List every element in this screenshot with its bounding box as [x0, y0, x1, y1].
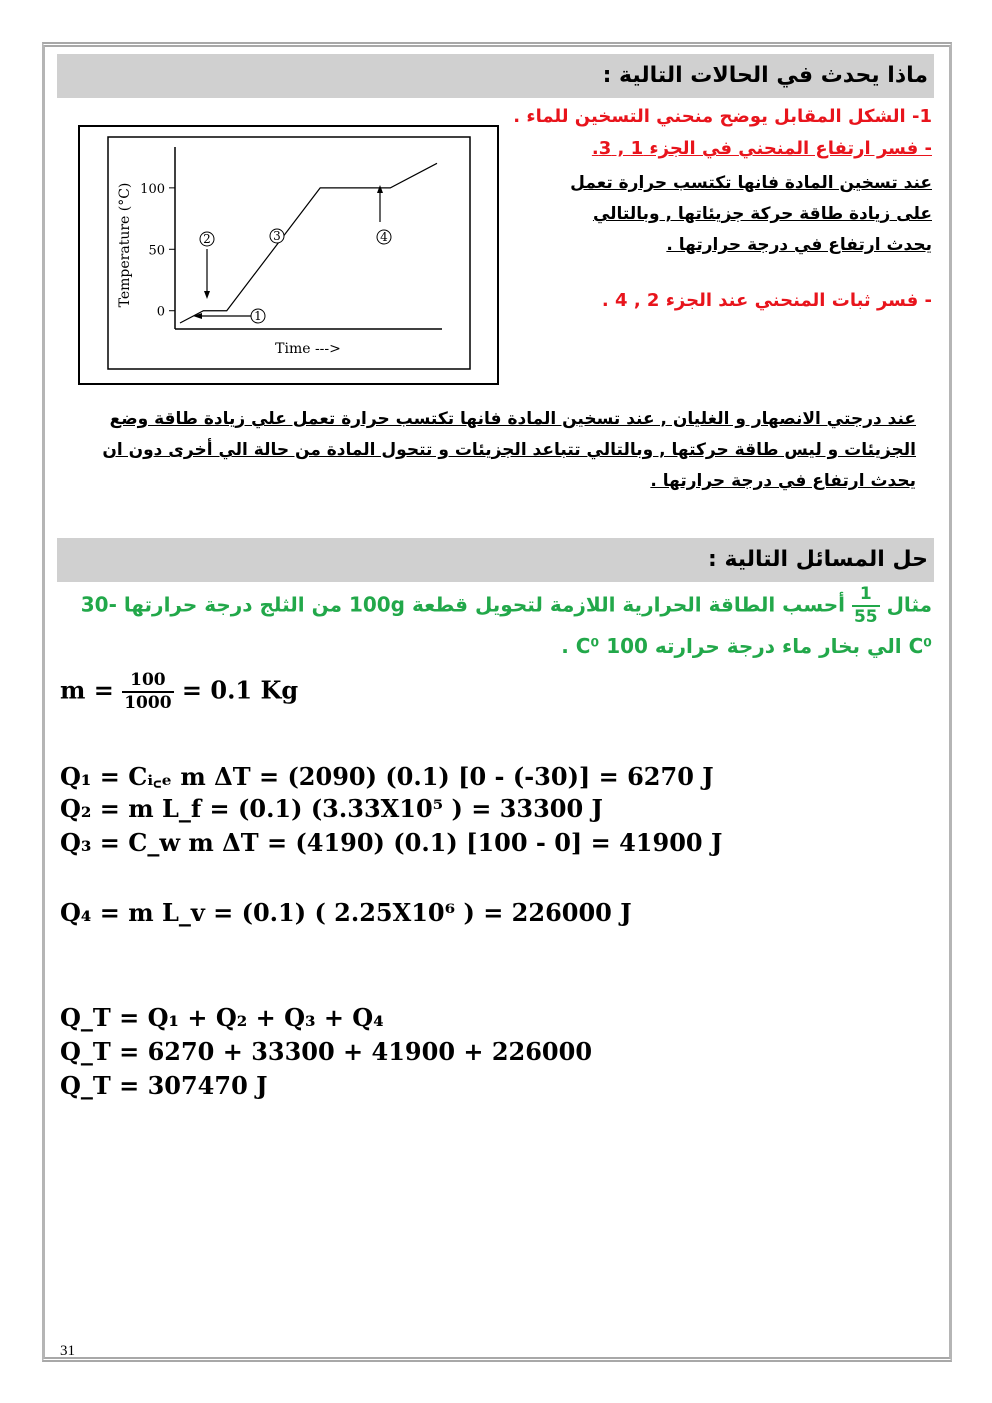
question-1-part-b: - فسر ثبات المنحني عند الجزء 2 , 4 .: [601, 290, 932, 311]
q2-equation: Q₂ = m L_f = (0.1) (3.33X10⁵ ) = 33300 J: [60, 794, 603, 823]
y-tick-label: 50: [148, 243, 165, 259]
y-tick-label: 0: [156, 304, 165, 320]
marker-2: 2: [203, 232, 211, 246]
y-tick-label: 100: [140, 181, 165, 197]
arrow-4-head: [377, 185, 383, 193]
section-heading-cases: ماذا يحدث في الحالات التالية :: [57, 54, 934, 98]
marker-4: 4: [380, 230, 388, 244]
x-axis-label: Time --->: [275, 341, 341, 357]
heating-curve-figure: [78, 125, 499, 385]
arrow-2-head: [204, 291, 210, 299]
example-label: مثال: [886, 592, 932, 617]
example-text-line2: C⁰ الي بخار ماء درجة حرارته 100 C⁰ .: [561, 634, 932, 658]
heating-curve-line: [180, 163, 437, 323]
qt-result-equation: Q_T = 307470 J: [60, 1071, 268, 1100]
section-heading-problems: حل المسائل التالية :: [57, 538, 934, 582]
page-number: 31: [60, 1343, 75, 1359]
answer-1-part-b: عند درجتي الانصهار و الغليان , عند تسخين المادة فانها تكتسب حرارة تعمل علي زيادة طاقة وضع الجزيئات و ليس طاقة حركتها , وبالتالي تتباعد الجزيئات و تتحول المادة من حالة الي أخرى دون ان يحدث ارتفاع في درجة حرارتها .: [102, 409, 916, 491]
mass-equation: m = $\frac{100}{1000}$ = 0.1 Kg: [60, 670, 299, 713]
mass-fraction: $\frac{100}{1000}$: [124, 670, 172, 713]
q4-equation: Q₄ = m L_v = (0.1) ( 2.25X10⁶ ) = 226000 J: [60, 898, 632, 927]
y-axis-label: Temperature (°C): [117, 182, 133, 308]
example-fraction: $\frac{1}{55}$: [853, 584, 878, 627]
answer-1-part-a: عند تسخين المادة فانها تكتسب حرارة تعمل على زيادة طاقة حركة جزيئاتها , وبالتالي يحدث ارتفاع في درجة حرارتها .: [570, 173, 932, 255]
q3-equation: Q₃ = C_w m ΔT = (4190) (0.1) [100 - 0] = 41900 J: [60, 828, 723, 857]
q1-equation: Q₁ = Cᵢ꜀ₑ m ΔT = (2090) (0.1) [0 - (-30)] = 6270 J: [60, 762, 714, 791]
example-text-line1: أحسب الطاقة الحرارية اللازمة لتحويل قطعة 100g من الثلج درجة حرارتها -30: [80, 592, 845, 617]
example-problem: [52, 584, 932, 664]
question-1-part-a: - فسر ارتفاع المنحني في الجزء 1 , 3.: [591, 138, 932, 159]
question-1-intro: 1- الشكل المقابل يوضح منحني التسخين للماء .: [513, 106, 932, 127]
qt-sum-equation: Q_T = Q₁ + Q₂ + Q₃ + Q₄: [60, 1003, 384, 1032]
heating-curve-chart: [80, 127, 497, 383]
qt-values-equation: Q_T = 6270 + 33300 + 41900 + 226000: [60, 1037, 593, 1066]
marker-1: 1: [254, 309, 262, 323]
marker-3: 3: [273, 229, 281, 243]
